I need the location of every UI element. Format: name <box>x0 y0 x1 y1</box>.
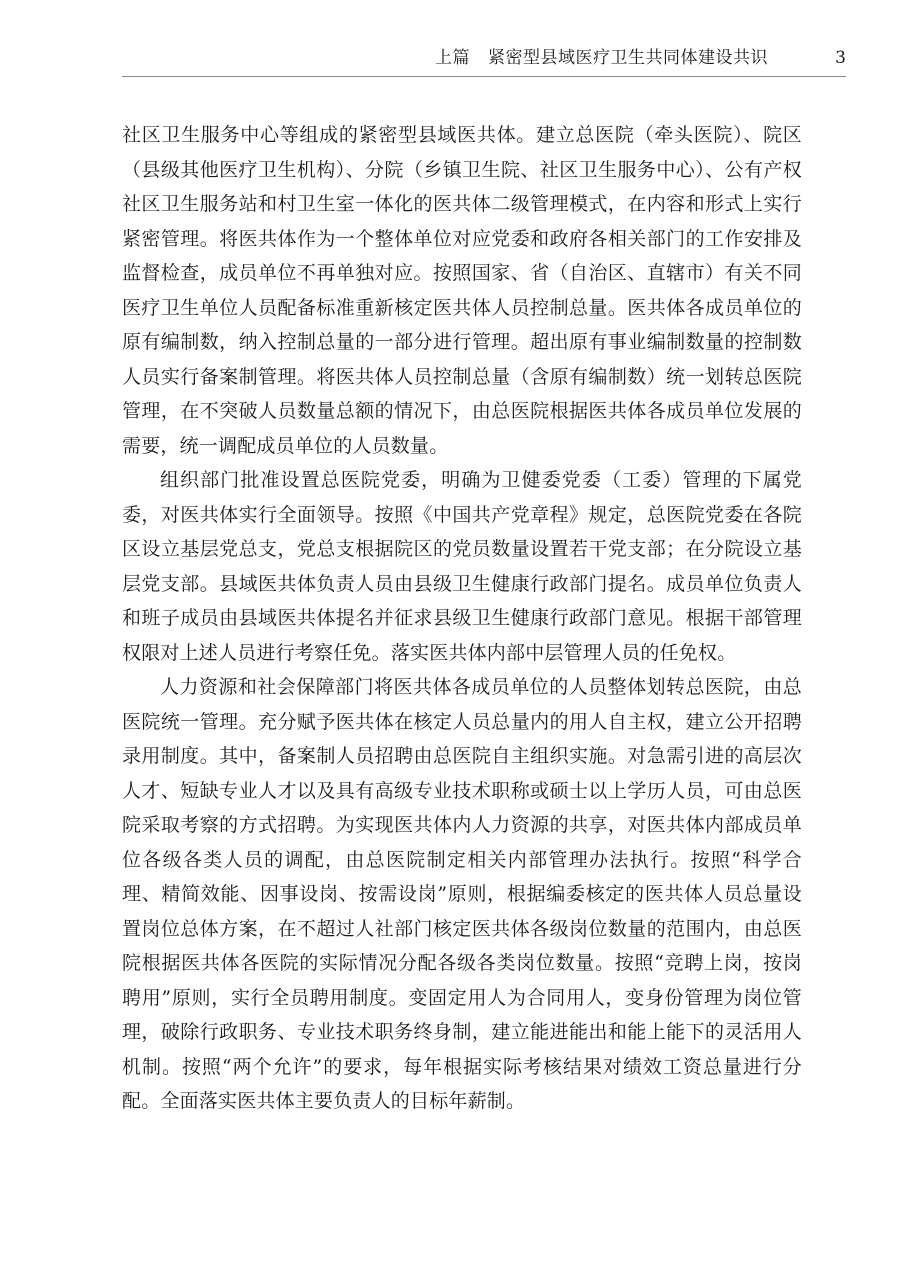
paragraph: 社区卫生服务中心等组成的紧密型县域医共体。建立总医院（牵头医院）、院区（县级其他医疗卫生机构）、分院（乡镇卫生院、社区卫生服务中心）、公有产权社区卫生服务站和村卫生室一体化的医共体二级管理模式，在内容和形式上实行紧密管理。将医共体作为一个整体单位对应党委和政府各相关部门的工作安排及监督检查，成员单位不再单独对应。按照国家、省（自治区、直辖市）有关不同医疗卫生单位人员配备标准重新核定医共体人员控制总量。医共体各成员单位的原有编制数，纳入控制总量的一部分进行管理。超出原有事业编制数量的控制数人员实行备案制管理。将医共体人员控制总量（含原有编制数）统一划转总医院管理，在不突破人员数量总额的情况下，由总医院根据医共体各成员单位发展的需要，统一调配成员单位的人员数量。 <box>122 124 802 457</box>
body-text <box>122 118 802 1119</box>
paragraph: 组织部门批准设置总医院党委，明确为卫健委党委（工委）管理的下属党委，对医共体实行全面领导。按照《中国共产党章程》规定，总医院党委在各院区设立基层党总支，党总支根据院区的党员数量设置若干党支部；在分院设立基层党支部。县域医共体负责人员由县级卫生健康行政部门提名。成员单位负责人和班子成员由县域医共体提名并征求县级卫生健康行政部门意见。根据干部管理权限对上述人员进行考察任免。落实医共体内部中层管理人员的任免权。 <box>122 469 802 664</box>
header-divider <box>122 76 846 77</box>
running-header-section <box>435 44 768 72</box>
page-number: 3 <box>835 48 846 68</box>
paragraph: 人力资源和社会保障部门将医共体各成员单位的人员整体划转总医院，由总医院统一管理。充分赋予医共体在核定人员总量内的用人自主权，建立公开招聘录用制度。其中，备案制人员招聘由总医院自主组织实施。对急需引进的高层次人才、短缺专业人才以及具有高级专业技术职称或硕士以上学历人员，可由总医院采取考察的方式招聘。为实现医共体内人力资源的共享，对医共体内部成员单位各级各类人员的调配，由总医院制定相关内部管理办法执行。按照“科学合理、精简效能、因事设岗、按需设岗”原则，根据编委核定的医共体人员总量设置岗位总体方案，在不超过人社部门核定医共体各级岗位数量的范围内，由总医院根据医共体各医院的实际情况分配各级各类岗位数量。按照“竞聘上岗，按岗聘用”原则，实行全员聘用制度。变固定用人为合同用人，变身份管理为岗位管理，破除行政职务、专业技术职务终身制，建立能进能出和能上能下的灵活用人机制。按照“两个允许”的要求，每年根据实际考核结果对绩效工资总量进行分配。全面落实医共体主要负责人的目标年薪制。 <box>122 676 802 1112</box>
running-header <box>122 44 846 72</box>
part-label: 上篇 <box>435 48 470 68</box>
chapter-title: 紧密型县域医疗卫生共同体建设共识 <box>488 48 768 68</box>
